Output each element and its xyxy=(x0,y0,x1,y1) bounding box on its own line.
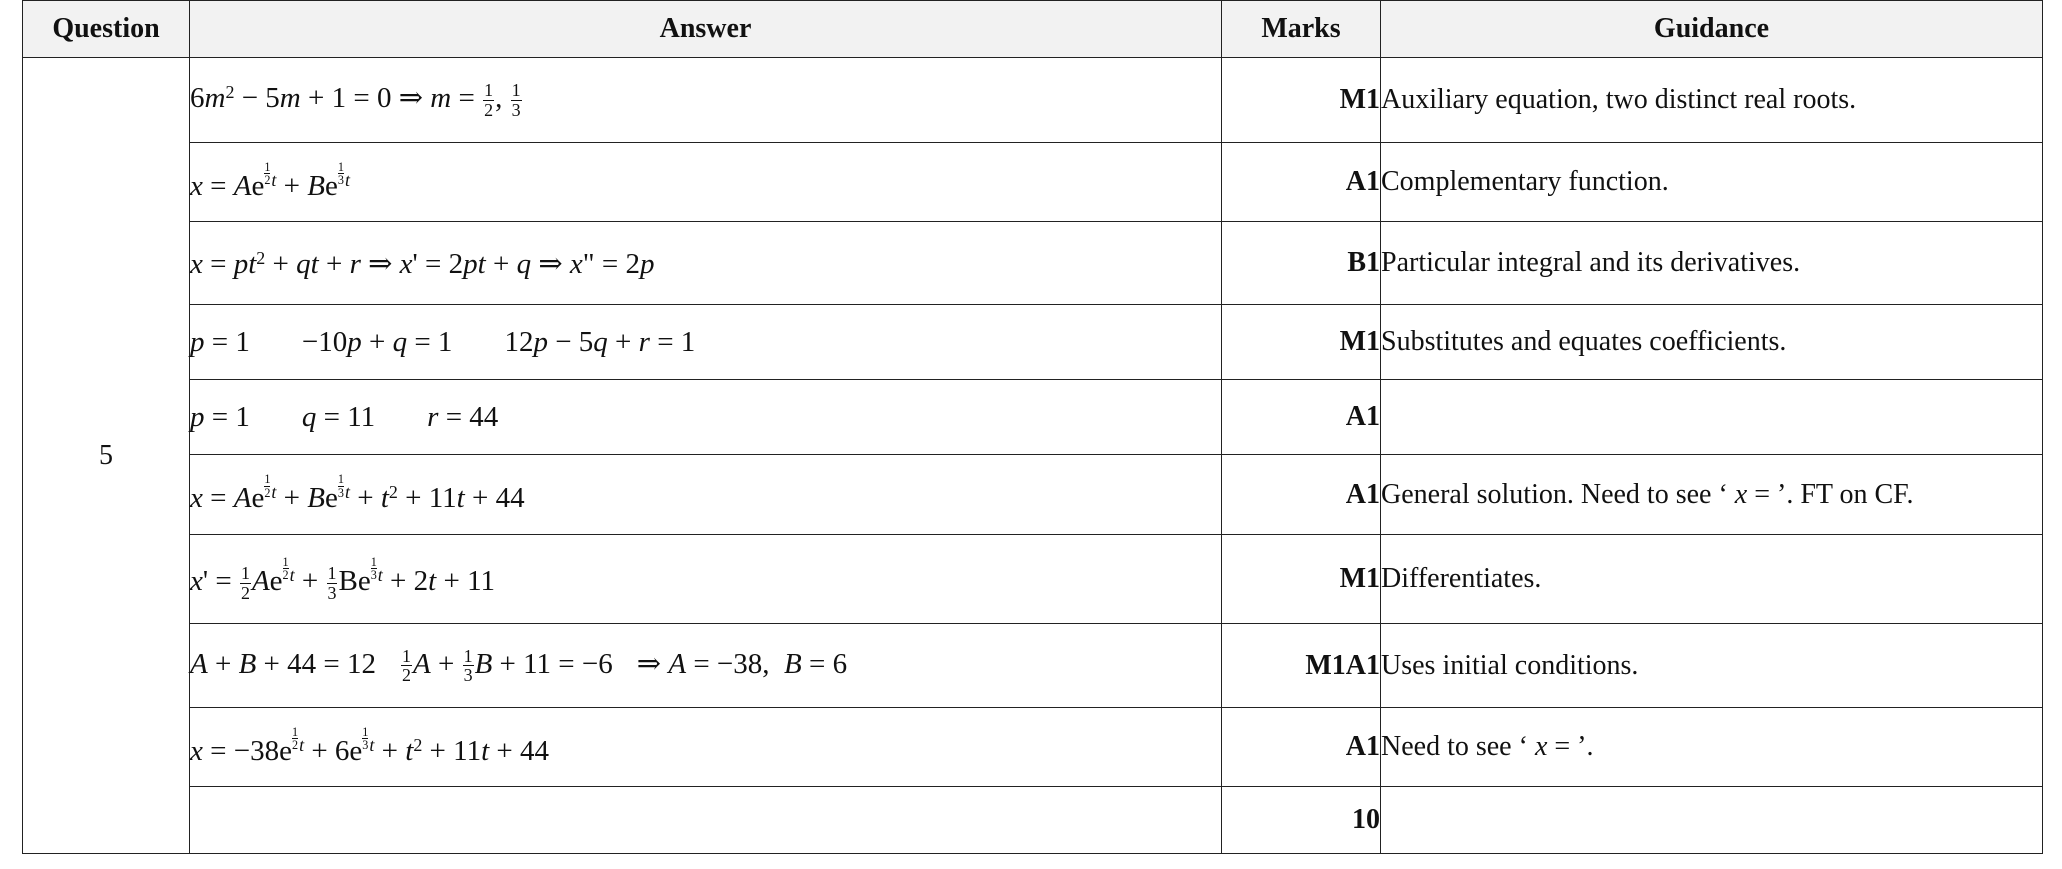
table-row xyxy=(23,222,2043,305)
answer-cell: $6m^2 - 5m + 1 = 0$ ⇒ m = $\frac{1}{2}$ , $\frac{1}{3}$ xyxy=(190,58,1222,143)
header-answer: Answer xyxy=(190,1,1222,58)
header-question: Question xyxy=(23,1,190,58)
marks-cell: A1 xyxy=(1222,143,1381,222)
guidance-cell: General solution. Need to see ‘ x = ’. FT on CF. xyxy=(1381,455,2043,535)
marks-cell: A1 xyxy=(1222,455,1381,535)
answer-cell: p = 1 q = 11 r = 44 xyxy=(190,380,1222,455)
guidance-cell: Uses initial conditions. xyxy=(1381,624,2043,708)
table-row xyxy=(23,380,2043,455)
answer-cell: x' = $\frac{1}{2}$ Ae $\frac{1}{2}$ $^t$ + $\frac{1}{3}$ Be $\frac{1}{3}$ $^t$ + 2t + 11 xyxy=(190,535,1222,624)
marks-cell: M1 xyxy=(1222,535,1381,624)
marks-cell: M1 xyxy=(1222,305,1381,380)
table-row xyxy=(23,624,2043,708)
answer-cell: p = 1 −10p + q = 1 12p − 5q + r = 1 xyxy=(190,305,1222,380)
header-guidance: Guidance xyxy=(1381,1,2043,58)
answer-cell: A + B + 44 = 12 $\frac{1}{2}$ A + $\frac{1}{3}$ B + 11 = −6 ⇒ A = −38, B = 6 xyxy=(190,624,1222,708)
table-row xyxy=(23,58,2043,143)
table-row xyxy=(23,535,2043,624)
guidance-cell: Differentiates. xyxy=(1381,535,2043,624)
table-row xyxy=(23,305,2043,380)
guidance-cell xyxy=(1381,787,2043,854)
table-row xyxy=(23,143,2043,222)
guidance-cell: Substitutes and equates coefficients. xyxy=(1381,305,2043,380)
table-row-total xyxy=(23,787,2043,854)
guidance-cell xyxy=(1381,380,2043,455)
answer-cell: x = −38e $\frac{1}{2}$ $^t$ + 6e $\frac{1}{3}$ $^t + t^2 + 11t + 44$ xyxy=(190,708,1222,787)
table-row xyxy=(23,708,2043,787)
header-row xyxy=(23,1,2043,58)
marks-cell: A1 xyxy=(1222,380,1381,455)
table-row xyxy=(23,455,2043,535)
guidance-cell: Complementary function. xyxy=(1381,143,2043,222)
marks-cell: M1A1 xyxy=(1222,624,1381,708)
guidance-cell: Particular integral and its derivatives. xyxy=(1381,222,2043,305)
marks-cell: M1 xyxy=(1222,58,1381,143)
answer-cell: $x = pt^2$ + qt + r ⇒ x' = 2pt + q ⇒ x" = 2p xyxy=(190,222,1222,305)
guidance-cell: Auxiliary equation, two distinct real roots. xyxy=(1381,58,2043,143)
answer-cell xyxy=(190,787,1222,854)
header-marks: Marks xyxy=(1222,1,1381,58)
answer-cell: x = Ae $\frac{1}{2}$ $^t$ + Be $\frac{1}{3}$ $^t + t^2 + 11t + 44$ xyxy=(190,455,1222,535)
mark-scheme-table xyxy=(22,0,2043,854)
total-marks: 10 xyxy=(1222,787,1381,854)
answer-cell: x = Ae $\frac{1}{2}$ $^t$ + Be $\frac{1}{3}$ $^t$ xyxy=(190,143,1222,222)
guidance-cell: Need to see ‘ x = ’. xyxy=(1381,708,2043,787)
marks-cell: A1 xyxy=(1222,708,1381,787)
marks-cell: B1 xyxy=(1222,222,1381,305)
question-number: 5 xyxy=(23,58,190,854)
